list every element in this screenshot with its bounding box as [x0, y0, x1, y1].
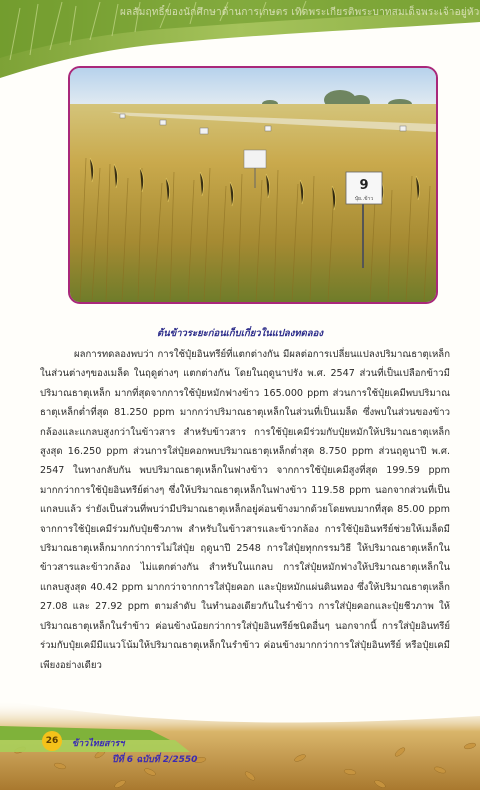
photo-caption: ต้นข้าวระยะก่อนเก็บเกี่ยวในแปลงทดลอง [157, 328, 323, 339]
rice-field-photo [68, 66, 438, 304]
footer-publication-name: ข้าวไทยสารฯ [72, 739, 125, 749]
body-text [40, 345, 450, 675]
page-number: 26 [42, 731, 62, 751]
plot-sign-label: ปุ๋ย..ข้าว [354, 196, 374, 202]
plot-sign-number: 9 [359, 178, 369, 193]
running-title: ผลสัมฤทธิ์ของนักศึกษาด้านการเกษตร เทิดพระเกียรติพระบาทสมเด็จพระเจ้าอยู่หัว [120, 7, 480, 18]
results-paragraph: ผลการทดลองพบว่า การใช้ปุ๋ยอินทรีย์ที่แตกต่างกัน มีผลต่อการเปลี่ยนแปลงปริมาณธาตุเหล็กในส่วนต่างๆของเมล็ด ในฤดูต่างๆ แตกต่างกัน โดยในฤดูนาปรัง พ.ศ. 2547 ส่วนที่เป็นเปลือกข้าวมีปริมาณธาตุเหล็ก มากที่สุดจากการใช้ปุ๋ยหมักฟางข้าว 165.000 ppm ส่วนการใช้ปุ๋ยเคมีพบปริมาณธาตุเหล็กต่ำที่สุด 81.250 ppm มากกว่าปริมาณธาตุเหล็กในส่วนที่เป็นเมล็ด ซึ่งพบในส่วนของข้าวกล้องและแกลบสูงกว่าในข้าวสาร สำหรับข้าวสาร การใช้ปุ๋ยเคมีร่วมกับปุ๋ยหมักให้ปริมาณธาตุเหล็กสูงสุด 16.250 ppm ส่วนการใส่ปุ๋ยคอกพบปริมาณธาตุเหล็กต่ำสุด 8.750 ppm ส่วนฤดูนาปี พ.ศ. 2547 ในทางกลับกัน พบปริมาณธาตุเหล็กในฟางข้าว จากการใช้ปุ๋ยเคมีสูงที่สุด 199.59 ppm มากกว่าการใช้ปุ๋ยอินทรีย์ต่างๆ ซึ่งให้ปริมาณธาตุเหล็กในฟางข้าว 119.58 ppm นอกจากส่วนที่เป็นแกลบแล้ว ร่ายังเป็นส่วนที่พบว่ามีปริมาณธาตุเหล็กอยู่ค่อนข้างมากด้วยโดยพบมากที่สุด 85.00 ppm จากการใช้ปุ๋ยเคมีร่วมกับปุ๋ยชีวภาพ สำหรับในข้าวสารและข้าวกล้อง การใช้ปุ๋ยอินทรีย์ช่วยให้เมล็ดมีปริมาณธาตุเหล็กมากกว่าการไม่ใส่ปุ๋ย ฤดูนาปี 2548 การใส่ปุ๋ยทุกกรรมวิธี ให้ปริมาณธาตุเหล็กในข้าวสารและข้าวกล้อง ไม่แตกต่างกัน สำหรับในแกลบ การใส่ปุ๋ยหมักฟางให้ปริมาณธาตุเหล็กในแกลบสูงสุด 40.42 ppm มากกว่าจากการใส่ปุ๋ยคอก และปุ๋ยหมักแผ่นดินทอง ซึ่งให้ปริมาณธาตุเหล็ก 27.08 และ 27.92 ppm ตามลำดับ ในทำนองเดียวกันในรำข้าว การใส่ปุ๋ยคอกและปุ๋ยชีวภาพ ให้ปริมาณธาตุเหล็กในรำข้าว ค่อนข้างน้อยกว่าการใส่ปุ๋ยอินทรีย์ชนิดอื่นๆ นอกจากนี้ การใส่ปุ๋ยอินทรีย์ร่วมกับปุ๋ยเคมีมีแนวโน้มให้ปริมาณธาตุเหล็กในรำข้าว ค่อนข้างมากกว่าการใส่ปุ๋ยอินทรีย์ หรือปุ๋ยเคมีเพียงอย่างเดียว [40, 349, 450, 671]
bottom-rice-grain-image [0, 680, 480, 790]
footer-issue: ปีที่ 6 ฉบับที่ 2/2550 [112, 755, 198, 765]
